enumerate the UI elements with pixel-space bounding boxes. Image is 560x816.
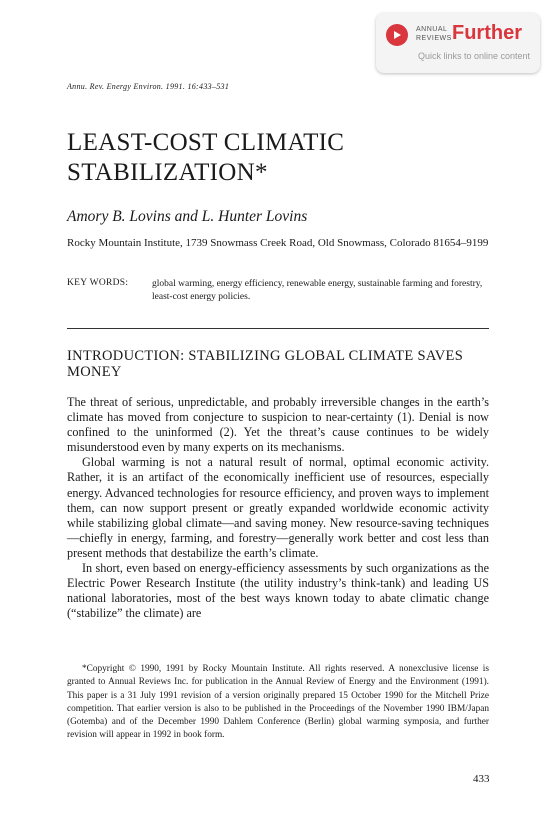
keywords-label: KEY WORDS:: [67, 278, 129, 288]
paragraph: The threat of serious, unpredictable, and probably irreversible changes in the earth’s climate has moved from conjecture to suspicion to near-certainty (1). Denial is now confined to the uninformed (2). Yet the threat’s cause continues to be widely misunderstood even by many experts on its mechanisms.: [67, 395, 489, 455]
footnote: *Copyright © 1990, 1991 by Rocky Mountain Institute. All rights reserved. A nonexclusive license is granted to Annual Reviews Inc. for publication in the Annual Review of Energy and the Environment (1991). This paper is a 31 July 1991 revision of a version originally prepared 15 October 1990 for the Mitchell Prize competition. That earlier version is also to be published in the Proceedings of the November 1990 IBM/Japan (Gotemba) and of the December 1990 Dahlem Conference (Berlin) global warming symposia, and further revision will appear in 1992 in book form.: [67, 664, 489, 741]
play-arrow-icon: [386, 24, 408, 46]
section-divider: [67, 328, 489, 329]
banner-brand-top: ANNUAL REVIEWS: [416, 26, 452, 42]
banner-brand-word: Further: [452, 22, 522, 44]
keywords-text: global warming, energy efficiency, renewable energy, sustainable farming and forestry, least-cost energy policies.: [152, 279, 483, 302]
paragraph: In short, even based on energy-efficiency assessments by such organizations as the Electric Power Research Institute (the utility industry’s think-tank) and leading US national laboratories, most of the best ways known today to abate climatic change (“stabilize” the climate) are: [67, 561, 489, 621]
authors: Amory B. Lovins and L. Hunter Lovins: [67, 208, 308, 225]
paper-title: LEAST-COST CLIMATIC STABILIZATION*: [67, 129, 345, 186]
banner-tagline: Quick links to online content: [418, 51, 531, 61]
affiliation: Rocky Mountain Institute, 1739 Snowmass Creek Road, Old Snowmass, Colorado 81654–9199: [67, 237, 489, 249]
paragraph: Global warming is not a natural result of normal, optimal economic activity. Rather, it is an artifact of the economically inefficient use of resources, especially energy. Advanced technologies for resource efficiency, and proven ways to implement them, can now support present or greatly expanded worldwide economic activity while stabilizing global climate—and saving money. New resource-saving techniques—chiefly in energy, farming, and forestry—generally work better and cost less than present methods that destabilize the earth’s climate.: [67, 455, 489, 560]
annual-reviews-further-banner[interactable]: [376, 13, 540, 73]
journal-citation: Annu. Rev. Energy Environ. 1991. 16:433–531: [67, 82, 230, 91]
section-heading: INTRODUCTION: STABILIZING GLOBAL CLIMATE SAVES MONEY: [67, 348, 464, 380]
page-number: 433: [473, 773, 490, 785]
body-text: [67, 395, 489, 621]
